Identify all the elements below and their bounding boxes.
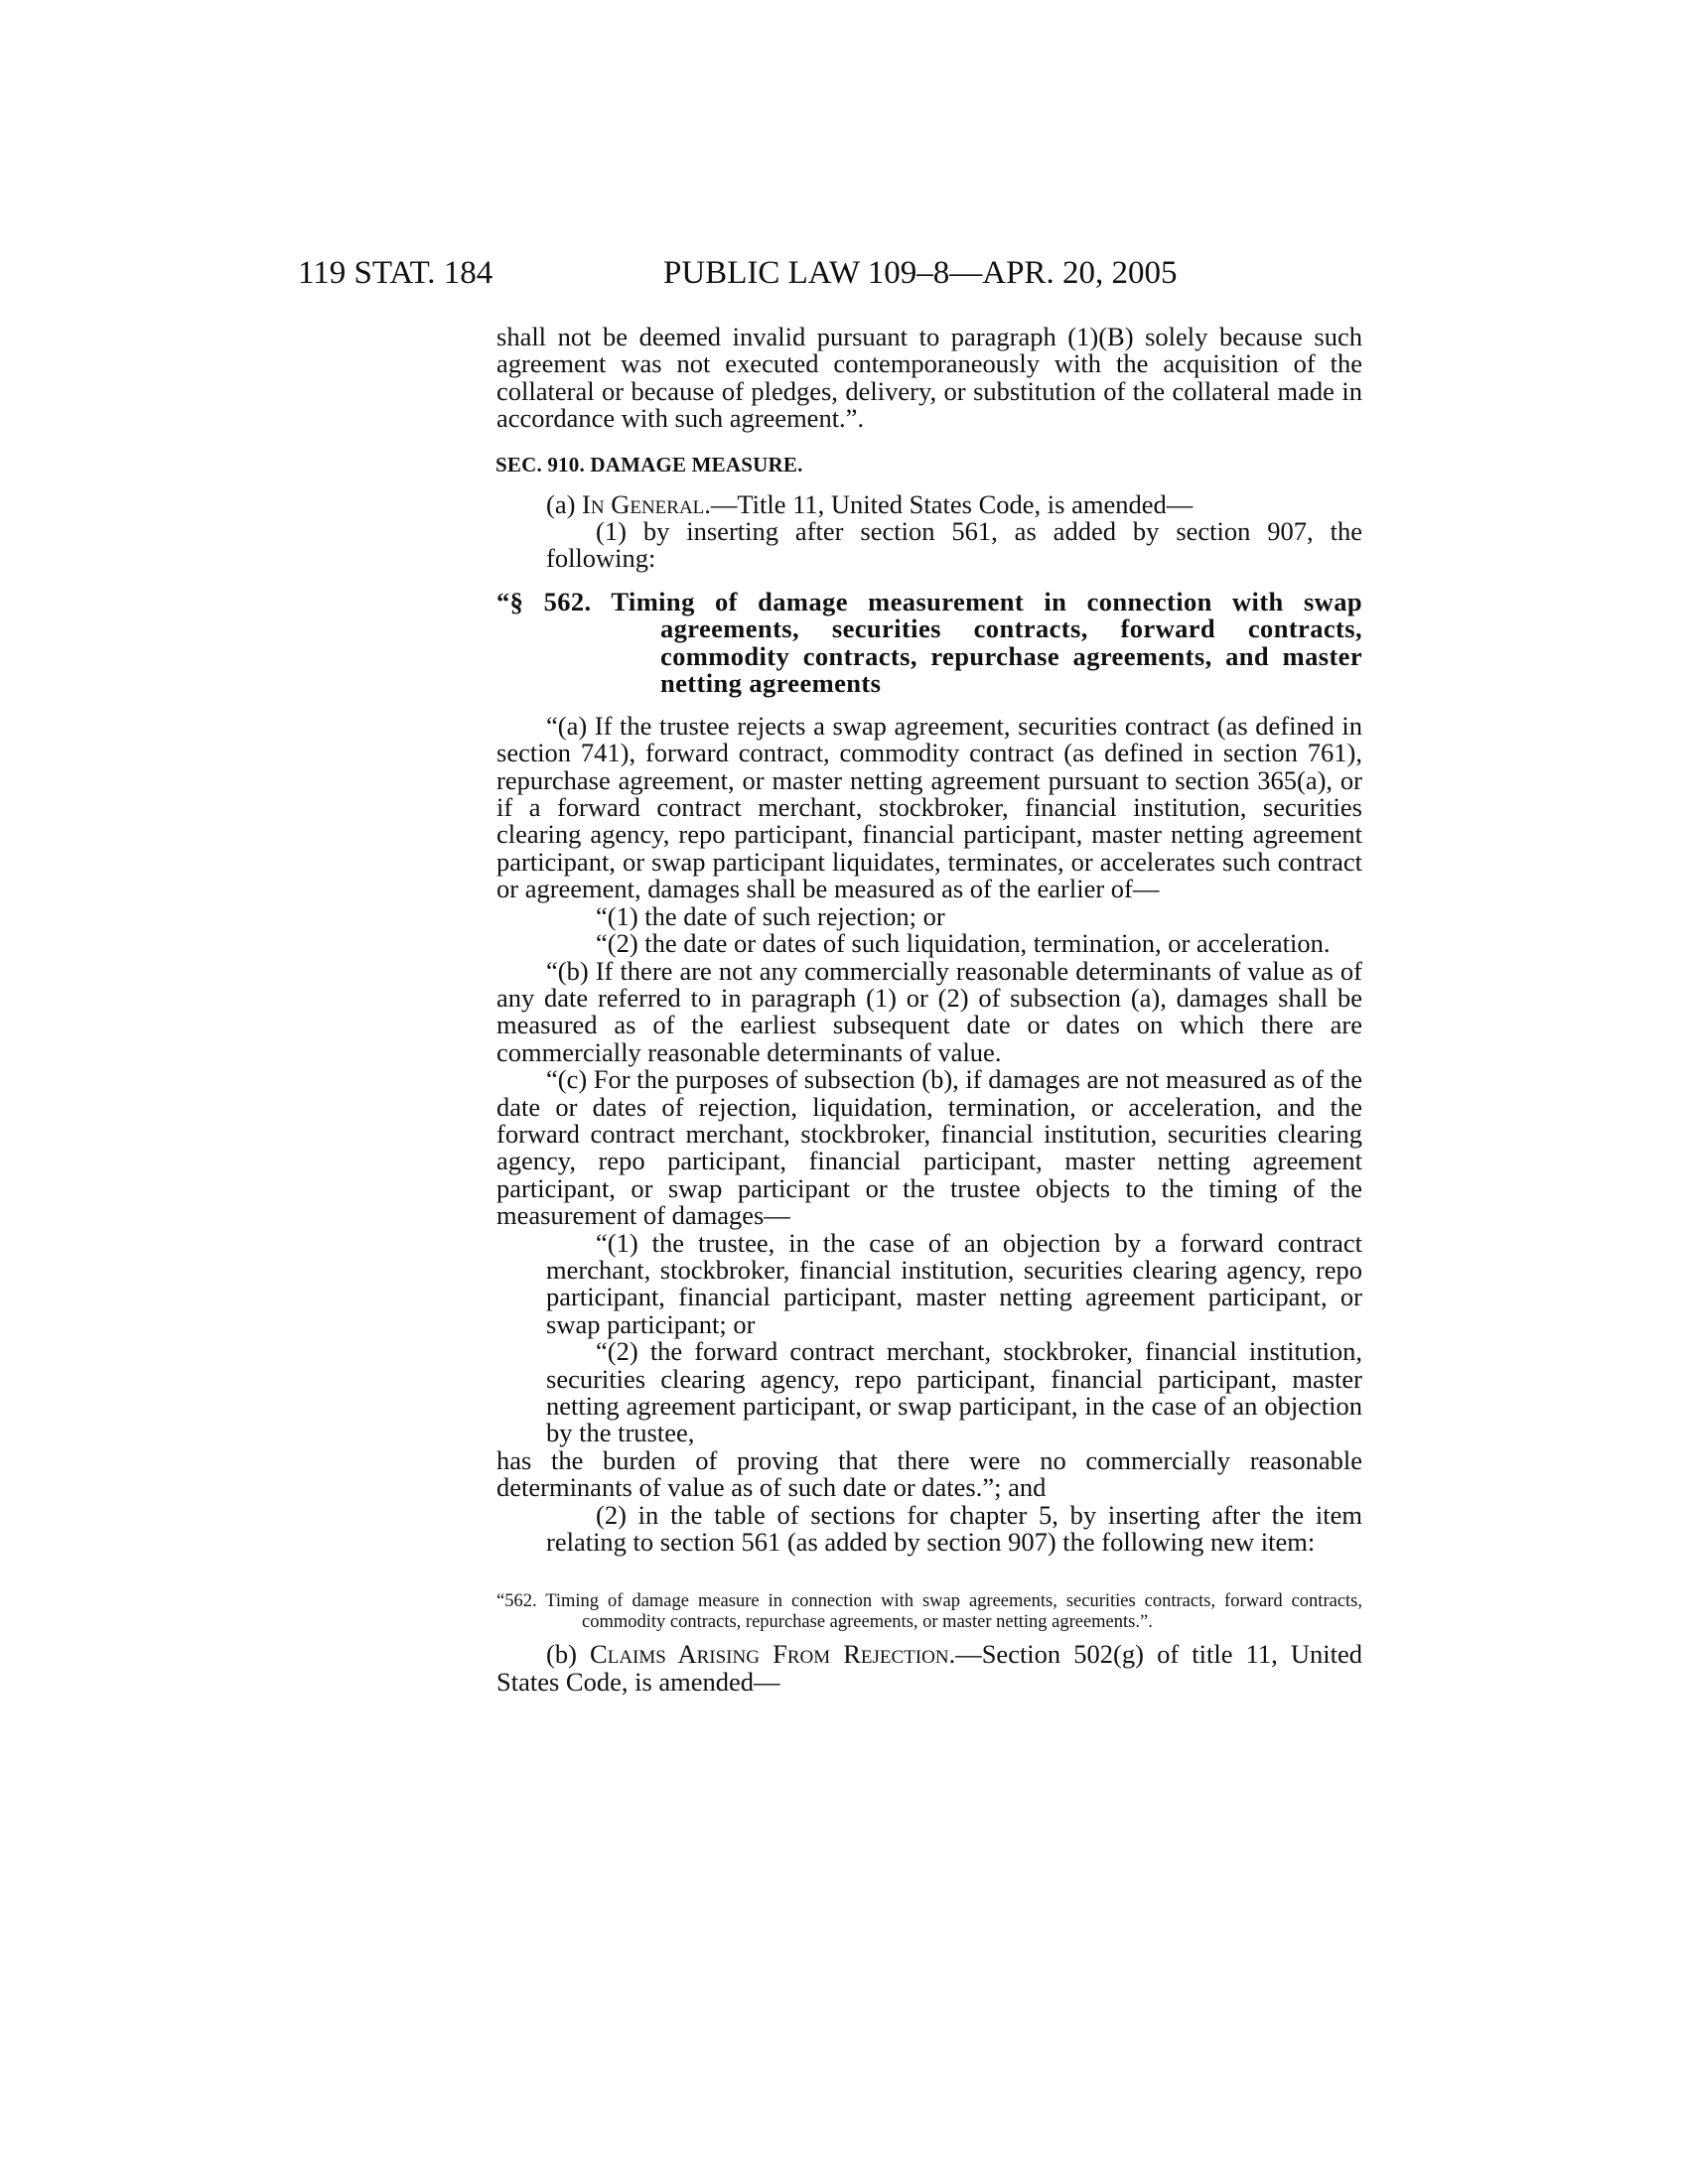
intro-paragraph: shall not be deemed invalid pursuant to paragraph (1)(B) solely because such agreement was not executed contemporaneously with the acquisition of the collateral or because of pledges, delivery, or substitution of the collateral made in accordance with such agreement.”. [496,322,1362,434]
document-body [496,324,1362,1696]
section-562-a1 [496,900,1362,931]
section-562-c1 [496,1227,1362,1339]
subsection-a [496,488,1362,519]
section-562-subsection-a: “(a) If the trustee rejects a swap agreement, securities contract (as defined in section 741), forward contract, commodity contract (as defined in section 761), repurchase agreement, or master netting agreement pursuant to section 365(a), or if a forward contract merchant, stockbroker, financial institution, securities clearing agency, repo participant, financial participant, master netting agreement participant, or swap participant liquidates, terminates, or accelerates such contract or agreement, damages shall be measured as of the earlier of— [496,710,1362,904]
section-562-subsection-b: “(b) If there are not any commercially reasonable determinants of value as of any date referred to in paragraph (1) or (2) of subsection (a), damages shall be measured as of the earliest subsequent date or dates on which there are commercially reasonable determinants of value. [496,955,1362,1067]
subsection-a-label: (a) [546,488,583,519]
running-header: PUBLIC LAW 109–8—APR. 20, 2005 [663,255,1178,291]
subsection-a-text: .—Title 11, United States Code, is amended— [704,488,1194,519]
section-562-a1-text: “(1) the date of such rejection; or [596,900,945,931]
section-562-a2 [496,930,1362,957]
paragraph-a2 [496,1499,1362,1558]
statute-page-number: 119 STAT. 184 [298,255,493,291]
table-of-sections-item: “562. Timing of damage measure in connection with swap agreements, securities contracts, forward contracts, commodity contracts, repurchase agreements, or master netting agreements.”. [496,1591,1362,1633]
section-562-subsection-c: “(c) For the purposes of subsection (b), if damages are not measured as of the date or dates of rejection, liquidation, termination, or acceleration, and the forward contract merchant, stockbroker, financial institution, securities clearing agency, repo participant, financial participant, master netting agreement participant, or swap participant or the trustee objects to the timing of the measurement of damages— [496,1064,1362,1231]
section-562-c2-text: “(2) the forward contract merchant, stockbroker, financial institution, securities clearing agency, repo participant, financial participant, master netting agreement participant, or swap participant, in the case of an objection by the trustee, [546,1336,1362,1448]
paragraph-a1 [496,518,1362,573]
section-562-c-tail: has the burden of proving that there were no commercially reasonable determinants of value as of such date or dates.”; and [496,1444,1362,1503]
subsection-b-text: .—Section 502(g) of title 11, United States Code, is amended— [496,1639,1362,1697]
subsection-b-label: (b) [546,1639,591,1670]
subsection-a-caption: In General [582,488,705,519]
section-562-c1-text: “(1) the trustee, in the case of an objection by a forward contract merchant, stockbroker, financial institution, securities clearing agency, repo participant, financial participant, master netting agreement participant, or swap participant; or [546,1227,1362,1339]
subsection-b-caption: Claims Arising From Rejection [590,1639,949,1670]
subsection-b [496,1641,1362,1696]
section-562-a2-text: “(2) the date or dates of such liquidation, termination, or acceleration. [596,928,1331,959]
section-heading: SEC. 910. DAMAGE MEASURE. [495,452,803,477]
section-562-c2 [496,1338,1362,1447]
paragraph-a2-text: (2) in the table of sections for chapter 5, by inserting after the item relating to section 561 (as added by section 907) the following new item: [546,1499,1362,1558]
section-562-heading: “§ 562. Timing of damage measurement in connection with swap agreements, securities contracts, forward contracts, commodity contracts, repurchase agreements, and master netting agreements [496,586,1362,699]
paragraph-a1-text: (1) by inserting after section 561, as added by section 907, the following: [546,516,1362,574]
